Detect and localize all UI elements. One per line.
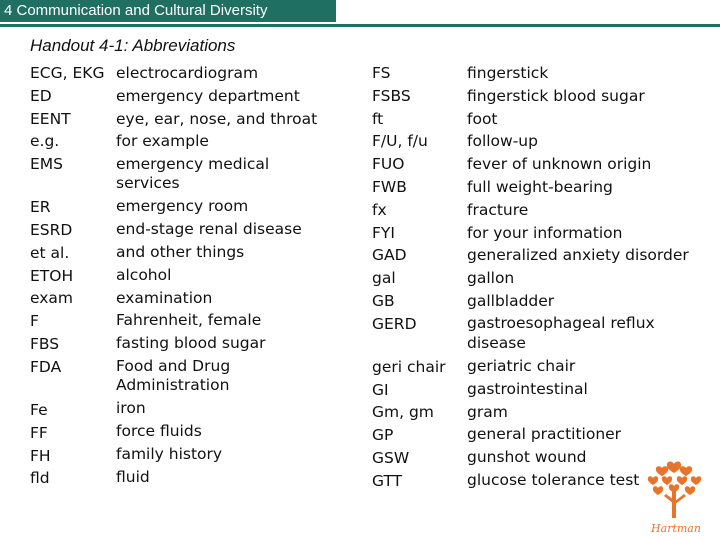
abbreviation: FS (372, 64, 391, 82)
definition: fever of unknown origin (467, 155, 652, 174)
abbreviation: GB (372, 291, 395, 310)
abbreviation: et al. (30, 243, 70, 262)
abbreviation: e.g. (30, 132, 60, 151)
definition: and other things (116, 243, 245, 262)
abbreviation: ETOH (30, 266, 74, 285)
definition: fasting blood sugar (116, 334, 266, 353)
row-spacer (372, 336, 464, 356)
header-bar (0, 0, 336, 22)
abbreviation: exam (30, 289, 74, 308)
abbreviation: GP (372, 426, 394, 445)
definition: gastroesophageal reflux disease (467, 314, 655, 352)
hartman-logo (644, 456, 708, 536)
definition: eye, ear, nose, and throat (116, 109, 318, 128)
abbreviation: fx (372, 200, 387, 219)
abbreviation: ft (372, 109, 384, 128)
definition: gunshot wound (467, 448, 587, 467)
row-spacer (30, 176, 118, 196)
definition: for your information (467, 223, 623, 242)
definition: emergency room (116, 197, 249, 216)
definition: general practitioner (467, 425, 622, 444)
definition: gram (467, 402, 508, 421)
definition: end-stage renal disease (116, 220, 302, 239)
definition: for example (116, 132, 209, 151)
definition: fingerstick (467, 64, 549, 82)
abbreviation: FH (30, 446, 51, 465)
abbreviation: FSBS (372, 86, 411, 105)
abbreviation: ESRD (30, 221, 73, 240)
definition: fingerstick blood sugar (467, 86, 645, 105)
abbreviation: GI (372, 380, 389, 399)
header-divider (0, 24, 720, 27)
definition: geriatric chair (467, 357, 576, 376)
abbreviation: Gm, gm (372, 403, 434, 422)
abbreviation: GAD (372, 246, 407, 265)
definition: gastrointestinal (467, 379, 588, 398)
definition: emergency medical services (116, 154, 270, 193)
abbreviation: F/U, f/u (372, 132, 428, 151)
logo-wordmark: Hartman (651, 522, 701, 535)
abbreviation: GTT (372, 471, 403, 490)
definition: family history (116, 444, 223, 463)
abbreviation: GERD (372, 314, 417, 333)
chapter-title: 4 Communication and Cultural Diversity (4, 2, 268, 19)
abbreviation: geri chair (372, 357, 446, 376)
definition: full weight-bearing (467, 177, 613, 196)
definition: electrocardiogram (116, 64, 259, 82)
left-abbreviation-column (30, 62, 118, 490)
handout-title: Handout 4-1: Abbreviations (30, 36, 236, 55)
abbreviation: ED (30, 86, 52, 105)
abbreviation: ER (30, 198, 51, 217)
definition: iron (116, 399, 146, 418)
abbreviation: FBS (30, 335, 60, 354)
definition: glucose tolerance test (467, 471, 640, 490)
definition: fluid (116, 467, 150, 486)
left-definition-column (116, 62, 348, 489)
definition: generalized anxiety disorder (467, 246, 689, 265)
abbreviation: EMS (30, 155, 64, 174)
abbreviation: ECG, EKG (30, 64, 105, 82)
abbreviation: FF (30, 423, 48, 442)
abbreviation: FUO (372, 155, 405, 174)
abbreviation: gal (372, 269, 396, 288)
abbreviation: Fe (30, 400, 48, 419)
abbreviation: F (30, 312, 39, 331)
definition: emergency department (116, 86, 300, 105)
definition: fracture (467, 200, 529, 219)
abbreviation: GSW (372, 449, 410, 468)
abbreviation: FWB (372, 177, 407, 196)
abbreviation: EENT (30, 109, 71, 128)
definition: foot (467, 109, 498, 128)
abbreviation: FYI (372, 223, 395, 242)
row-spacer (30, 379, 118, 399)
definition: follow-up (467, 132, 538, 151)
abbreviation: fld (30, 469, 50, 488)
definition: force fluids (116, 422, 202, 441)
definition: Fahrenheit, female (116, 311, 262, 330)
right-abbreviation-column (372, 62, 464, 493)
heart-tree-icon (648, 462, 701, 518)
definition: examination (116, 288, 213, 307)
right-definition-column (467, 62, 717, 492)
definition: alcohol (116, 265, 172, 284)
definition: gallbladder (467, 291, 555, 310)
abbreviation: FDA (30, 357, 62, 376)
definition: Food and Drug Administration (116, 356, 231, 395)
definition: gallon (467, 269, 515, 288)
